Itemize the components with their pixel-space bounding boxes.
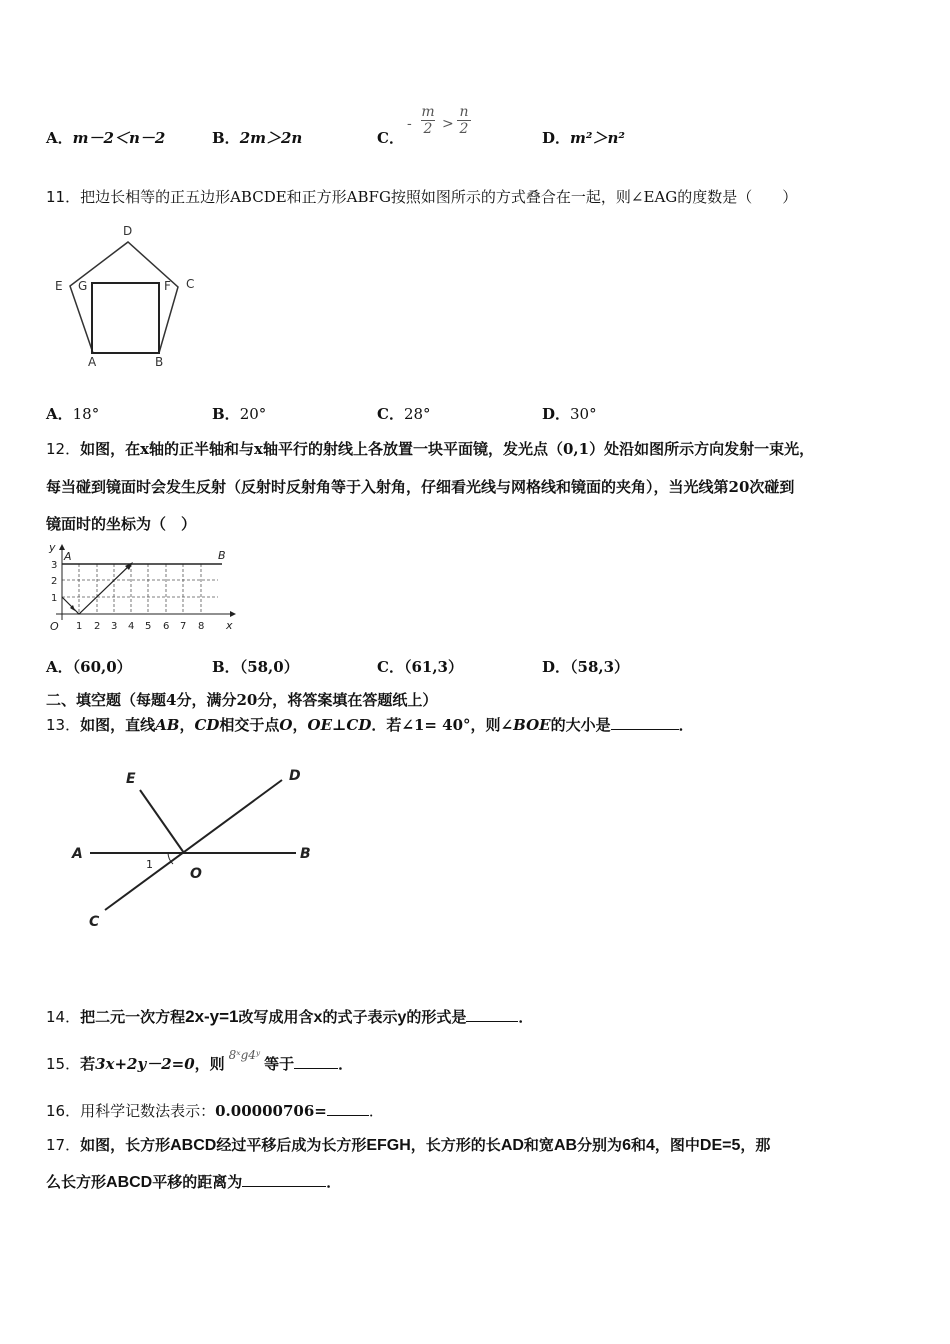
option-text: 30° xyxy=(570,405,597,423)
fraction-n-over-2 xyxy=(457,104,471,137)
side-ad: AD xyxy=(500,1137,524,1154)
text: CD xyxy=(194,716,220,734)
denominator: 2 xyxy=(421,120,435,137)
text: BOE xyxy=(513,716,551,734)
label-O: O xyxy=(50,620,59,633)
label-D: D xyxy=(123,224,133,238)
grid-lines xyxy=(62,564,218,614)
q11-option-c[interactable] xyxy=(377,403,431,424)
text: 改写成用含 xyxy=(238,1008,314,1026)
q10-option-c[interactable] xyxy=(377,127,404,148)
q11-pentagon-figure xyxy=(46,220,206,370)
question-text-line3: 镜面时的坐标为（ ） xyxy=(46,515,197,533)
question-number: 15． xyxy=(46,1055,81,1073)
label-F: F xyxy=(164,279,171,293)
label-x: x xyxy=(226,619,233,632)
text: O xyxy=(279,716,293,734)
q12-stem-line1 xyxy=(46,438,814,459)
answer-blank[interactable] xyxy=(611,715,679,730)
numerator: n xyxy=(459,104,469,120)
q12-stem-line3 xyxy=(46,513,196,534)
de-equals-5: DE=5 xyxy=(699,1137,741,1154)
option-text: 20° xyxy=(239,405,267,423)
label-C: C xyxy=(89,914,100,930)
text: ． xyxy=(678,716,694,734)
label-A: A xyxy=(72,846,83,862)
question-number: 14． xyxy=(46,1008,81,1026)
option-text: （58,0） xyxy=(239,658,299,676)
q15-stem xyxy=(46,1048,354,1074)
option-label: D． xyxy=(542,405,571,423)
option-label: B． xyxy=(212,405,240,423)
section-2-title xyxy=(46,689,437,710)
text: 如图，长方形 xyxy=(80,1136,171,1154)
option-label: C． xyxy=(377,658,404,676)
q13-stem xyxy=(46,714,694,735)
q10-option-a[interactable] xyxy=(46,127,165,148)
q11-option-d[interactable] xyxy=(542,403,597,424)
option-text: m²＞n² xyxy=(570,129,625,147)
q11-options xyxy=(46,403,906,427)
option-text: （58,3） xyxy=(570,658,630,676)
question-text: 把边长相等的正五边形ABCDE和正方形ABFG按照如图所示的方式叠合在一起，则∠EAG的度数是（ ） xyxy=(80,188,798,206)
label-y: y xyxy=(49,541,56,554)
numerator: m xyxy=(421,104,435,120)
q11-option-b[interactable] xyxy=(212,403,266,424)
text: ， xyxy=(179,716,195,734)
ytick-1: 1 xyxy=(51,593,58,604)
text: ． xyxy=(338,1055,354,1073)
ytick-2: 2 xyxy=(51,576,58,587)
q14-stem xyxy=(46,1006,533,1027)
option-label: B． xyxy=(212,129,240,147)
value-6: 6 xyxy=(622,1137,631,1154)
text: 如图，直线 xyxy=(80,716,156,734)
text: 的式子表示 xyxy=(322,1008,398,1026)
question-number: 11． xyxy=(46,188,81,206)
question-number: 16． xyxy=(46,1102,81,1120)
question-text-line2: 每当碰到镜面时会发生反射（反射时反射角等于入射角，仔细看光线与网格线和镜面的夹角），当光线第20次碰到 xyxy=(46,478,795,496)
equation: 2x-y=1 xyxy=(185,1007,239,1026)
text: OE⊥CD xyxy=(307,716,372,734)
label-E: E xyxy=(126,771,136,787)
var-x: x xyxy=(313,1009,323,1026)
minus-sign: - xyxy=(407,116,412,132)
q12-option-c[interactable] xyxy=(377,656,463,677)
option-label: A． xyxy=(46,658,73,676)
side-ab: AB xyxy=(553,1137,578,1154)
q10-options xyxy=(46,127,906,151)
xtick-8: 8 xyxy=(198,621,205,632)
label-C: C xyxy=(186,277,195,291)
q11-stem xyxy=(46,186,797,207)
expression: 8ˣg4ʸ xyxy=(228,1048,261,1062)
label-A: A xyxy=(88,355,97,369)
label-O: O xyxy=(190,866,202,882)
rect-abcd: ABCD xyxy=(170,1137,217,1154)
equation: 3x+2y－2=0 xyxy=(95,1055,195,1073)
text: 么长方形 xyxy=(46,1173,107,1191)
text: ． xyxy=(368,1102,384,1120)
line-cd xyxy=(105,780,282,910)
label-1: 1 xyxy=(146,858,153,871)
text: 分别为 xyxy=(577,1136,623,1154)
text: 和宽 xyxy=(523,1136,554,1154)
rect-abcd: ABCD xyxy=(106,1174,153,1191)
text: ． xyxy=(326,1173,342,1191)
text: ，那 xyxy=(740,1136,771,1154)
label-B: B xyxy=(300,846,311,862)
text: 平移的距离为 xyxy=(152,1173,243,1191)
question-number: 13． xyxy=(46,716,81,734)
option-text: 28° xyxy=(403,405,431,423)
xtick-3: 3 xyxy=(111,621,118,632)
pentagon-abcde xyxy=(70,242,178,353)
option-text: 2m＞2n xyxy=(239,129,303,147)
xtick-5: 5 xyxy=(145,621,152,632)
text: 用科学记数法表示： xyxy=(80,1102,216,1120)
option-text: （60,0） xyxy=(72,658,132,676)
xtick-4: 4 xyxy=(128,621,135,632)
text: ，图中 xyxy=(654,1136,700,1154)
text: 和 xyxy=(630,1136,646,1154)
label-E: E xyxy=(55,279,63,293)
text: 等于 xyxy=(264,1055,295,1073)
text: ，则 xyxy=(194,1055,225,1073)
xtick-6: 6 xyxy=(163,621,170,632)
text: 把二元一次方程 xyxy=(80,1008,186,1026)
q16-stem xyxy=(46,1100,384,1121)
answer-blank[interactable] xyxy=(242,1172,326,1187)
x-axis-arrow xyxy=(230,611,236,617)
text: ． xyxy=(518,1008,534,1026)
text: 的大小是 xyxy=(550,716,611,734)
text: 经过平移后成为长方形 xyxy=(216,1136,367,1154)
denominator: 2 xyxy=(457,120,471,137)
option-label: D． xyxy=(542,129,571,147)
text: ，长方形的长 xyxy=(410,1136,501,1154)
option-label: B． xyxy=(212,658,240,676)
question-number: 12． xyxy=(46,440,81,458)
q12-option-b[interactable] xyxy=(212,656,299,677)
option-label: A． xyxy=(46,405,73,423)
q12-stem-line2 xyxy=(46,476,794,497)
label-D: D xyxy=(289,768,301,784)
fraction-m-over-2 xyxy=(421,104,435,137)
ytick-3: 3 xyxy=(51,560,58,571)
text: 若 xyxy=(80,1055,96,1073)
xtick-2: 2 xyxy=(94,621,101,632)
option-label: C． xyxy=(377,129,404,147)
q10-option-d[interactable] xyxy=(542,127,625,148)
greater-sign: > xyxy=(442,116,454,132)
label-A: A xyxy=(64,550,72,563)
q12-mirror-figure xyxy=(46,540,246,635)
answer-blank[interactable] xyxy=(294,1054,338,1069)
text: 相交于点 xyxy=(219,716,280,734)
question-text-line1: 如图，在x轴的正半轴和与x轴平行的射线上各放置一块平面镜，发光点（0,1）处沿如图所示方向发射一束光， xyxy=(80,440,815,458)
label-B: B xyxy=(155,355,164,369)
var-y: y xyxy=(397,1009,407,1026)
option-label: C． xyxy=(377,405,404,423)
q12-option-d[interactable] xyxy=(542,656,629,677)
xtick-7: 7 xyxy=(180,621,187,632)
q13-lines-figure xyxy=(60,760,330,935)
option-text: （61,3） xyxy=(403,658,463,676)
text: ， xyxy=(292,716,308,734)
q17-stem-line2 xyxy=(46,1171,341,1192)
section-title: 二、填空题（每题4分，满分20分，将答案填在答题纸上） xyxy=(46,691,438,709)
q12-options xyxy=(46,656,906,680)
rect-efgh: EFGH xyxy=(366,1137,411,1154)
text: ．若∠1= 40°，则∠ xyxy=(371,716,514,734)
option-label: A． xyxy=(46,129,73,147)
option-label: D． xyxy=(542,658,571,676)
option-text: m－2＜n－2 xyxy=(72,129,166,147)
q10-option-b[interactable] xyxy=(212,127,302,148)
q12-option-a[interactable] xyxy=(46,656,132,677)
label-B: B xyxy=(218,549,226,562)
xtick-1: 1 xyxy=(76,621,83,632)
q17-stem-line1 xyxy=(46,1134,770,1155)
text: AB xyxy=(155,716,180,734)
label-G: G xyxy=(78,279,88,293)
value: 0.00000706= xyxy=(215,1102,327,1120)
q11-option-a[interactable] xyxy=(46,403,99,424)
value-4: 4 xyxy=(645,1137,655,1154)
ray-oe xyxy=(140,790,184,853)
text: 的形式是 xyxy=(406,1008,467,1026)
square-abfg xyxy=(92,283,159,353)
answer-blank[interactable] xyxy=(466,1007,518,1022)
option-text: 18° xyxy=(72,405,100,423)
question-number: 17． xyxy=(46,1136,81,1154)
answer-blank[interactable] xyxy=(327,1101,369,1116)
